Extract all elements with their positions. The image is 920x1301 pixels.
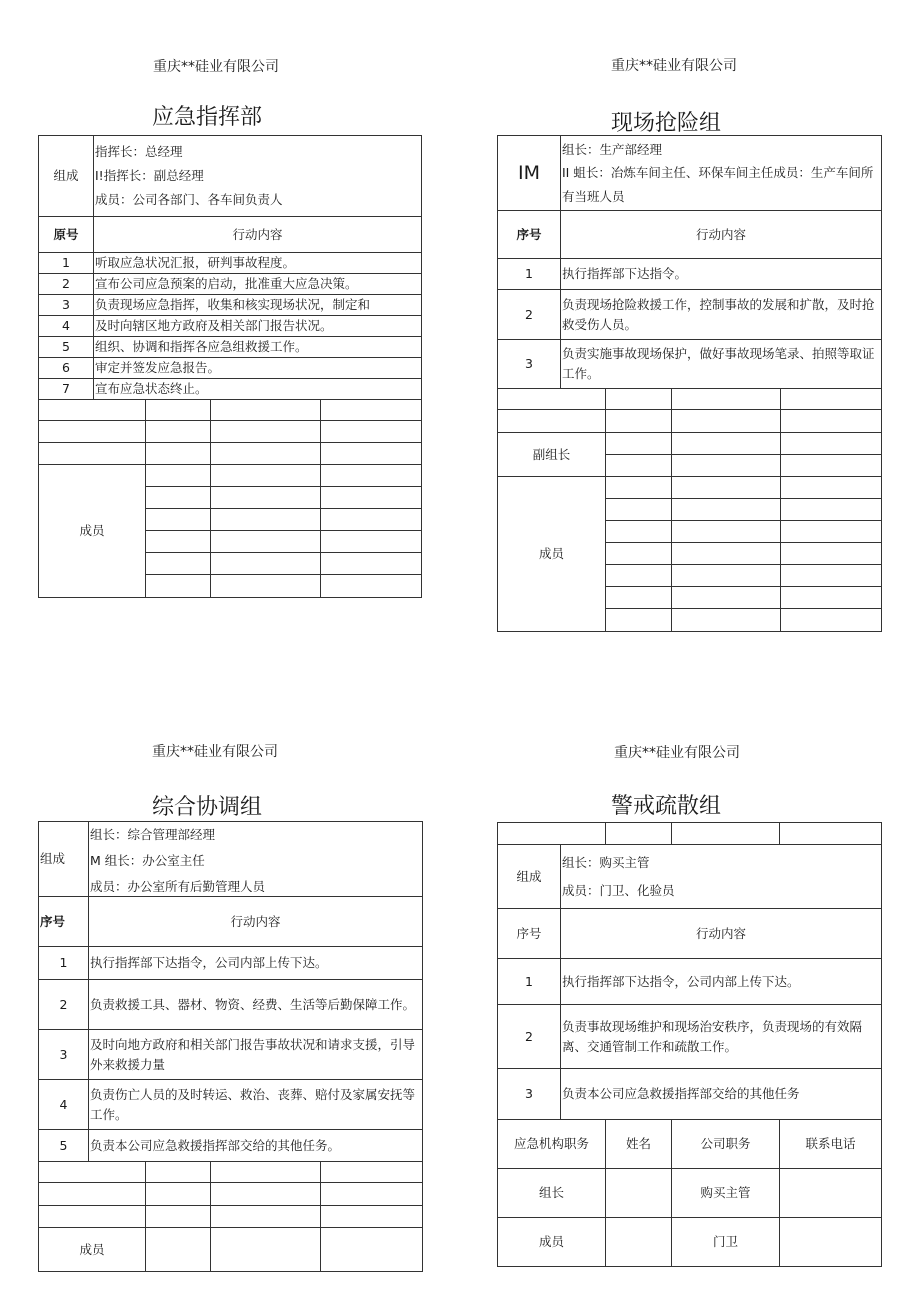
- seq-number: 2: [498, 1005, 561, 1069]
- empty-cell: [672, 499, 781, 521]
- composition-cell: [89, 822, 423, 897]
- empty-cell: [606, 433, 672, 455]
- composition-line: 组长：综合管理部经理: [90, 827, 216, 842]
- empty-cell: [211, 400, 321, 421]
- empty-cell: [211, 1228, 321, 1272]
- seq-number: 1: [498, 259, 561, 290]
- roster-job: 门卫: [672, 1218, 780, 1267]
- roster-header-job: 公司职务: [672, 1120, 780, 1169]
- empty-cell: [781, 587, 882, 609]
- empty-cell: [146, 465, 211, 487]
- empty-cell: [781, 499, 882, 521]
- empty-cell: [321, 553, 422, 575]
- roster-name: [606, 1169, 672, 1218]
- empty-cell: [781, 521, 882, 543]
- deputy-label: 副组长: [498, 433, 606, 477]
- company-name: 重庆**硅业有限公司: [611, 58, 737, 74]
- empty-cell: [146, 1162, 211, 1183]
- action-text: 听取应急状况汇报，研判事故程度。: [94, 253, 422, 274]
- action-text: 及时向地方政府和相关部门报告事故状况和请求支援，引导外来救援力量: [89, 1030, 423, 1080]
- empty-cell: [780, 823, 882, 845]
- empty-cell: [146, 1183, 211, 1206]
- empty-cell: [606, 477, 672, 499]
- empty-cell: [211, 443, 321, 465]
- seq-number: 3: [498, 340, 561, 389]
- empty-cell: [606, 521, 672, 543]
- empty-cell: [211, 509, 321, 531]
- empty-cell: [672, 433, 781, 455]
- empty-cell: [146, 1206, 211, 1228]
- composition-line: 成员：公司各部门、各车间负责人: [95, 192, 283, 207]
- empty-cell: [672, 389, 781, 410]
- seq-number: 1: [498, 959, 561, 1005]
- empty-cell: [672, 477, 781, 499]
- company-name: 重庆**硅业有限公司: [153, 59, 279, 75]
- empty-cell: [672, 521, 781, 543]
- empty-cell: [672, 455, 781, 477]
- evac-table: [497, 822, 882, 1267]
- roster-role: 组长: [498, 1169, 606, 1218]
- empty-cell: [146, 421, 211, 443]
- empty-cell: [146, 1228, 211, 1272]
- empty-cell: [781, 543, 882, 565]
- panel-title: 应急指挥部: [152, 105, 263, 130]
- empty-cell: [211, 1162, 321, 1183]
- seq-header: 原号: [39, 217, 94, 253]
- empty-cell: [498, 823, 606, 845]
- composition-label: 组成: [498, 845, 561, 909]
- action-header: 行动内容: [94, 217, 422, 253]
- empty-cell: [321, 1228, 423, 1272]
- empty-cell: [498, 389, 606, 410]
- composition-line: 组长：生产部经理: [562, 142, 663, 158]
- empty-cell: [321, 443, 422, 465]
- action-header: 行动内容: [561, 211, 882, 259]
- seq-number: 3: [39, 1030, 89, 1080]
- seq-number: 1: [39, 253, 94, 274]
- empty-cell: [321, 421, 422, 443]
- empty-cell: [606, 609, 672, 632]
- empty-cell: [39, 421, 146, 443]
- empty-cell: [781, 565, 882, 587]
- empty-cell: [606, 410, 672, 433]
- composition-cell: [94, 136, 422, 217]
- roster-role: 成员: [498, 1218, 606, 1267]
- empty-cell: [606, 455, 672, 477]
- empty-cell: [781, 410, 882, 433]
- composition-cell: [561, 136, 882, 211]
- empty-cell: [146, 509, 211, 531]
- composition-label: IM: [498, 136, 561, 211]
- empty-cell: [606, 499, 672, 521]
- empty-cell: [39, 1162, 146, 1183]
- empty-cell: [606, 565, 672, 587]
- empty-cell: [672, 565, 781, 587]
- empty-cell: [39, 443, 146, 465]
- empty-cell: [606, 543, 672, 565]
- action-text: 及时向辖区地方政府及相关部门报告状况。: [94, 316, 422, 337]
- empty-cell: [321, 465, 422, 487]
- empty-cell: [211, 421, 321, 443]
- seq-number: 4: [39, 316, 94, 337]
- seq-number: 3: [39, 295, 94, 316]
- empty-cell: [672, 410, 781, 433]
- action-text: 负责现场应急指挥，收集和核实现场状况，制定和: [94, 295, 422, 316]
- empty-cell: [321, 1183, 423, 1206]
- empty-cell: [211, 1183, 321, 1206]
- composition-cell: [561, 845, 882, 909]
- rescue-table: [497, 135, 882, 632]
- action-text: 审定并签发应急报告。: [94, 358, 422, 379]
- empty-cell: [211, 465, 321, 487]
- seq-number: 2: [39, 274, 94, 295]
- action-text: 负责伤亡人员的及时转运、救治、丧葬、赔付及家属安抚等工作。: [89, 1080, 423, 1130]
- action-text: 执行指挥部下达指令。: [561, 259, 882, 290]
- empty-cell: [211, 1206, 321, 1228]
- composition-line: 成员：门卫、化验员: [562, 882, 675, 898]
- composition-label: 组成: [39, 136, 94, 217]
- panel-title: 现场抢险组: [611, 111, 722, 136]
- action-text: 负责现场抢险救援工作，控制事故的发展和扩散，及时抢救受伤人员。: [561, 290, 882, 340]
- roster-header-name: 姓名: [606, 1120, 672, 1169]
- empty-cell: [781, 609, 882, 632]
- empty-cell: [781, 455, 882, 477]
- empty-cell: [146, 575, 211, 598]
- composition-line: I!指挥长：副总经理: [95, 168, 204, 183]
- action-text: 组织、协调和指挥各应急组救援工作。: [94, 337, 422, 358]
- action-header: 行动内容: [89, 897, 423, 947]
- composition-line: M 组长：办公室主任: [90, 853, 205, 868]
- composition-line: II 蛆长：冶炼车间主任、环保车间主任成员：生产车间所有当班人员: [562, 165, 874, 204]
- empty-cell: [321, 400, 422, 421]
- roster-header-role: 应急机构职务: [498, 1120, 606, 1169]
- roster-name: [606, 1218, 672, 1267]
- empty-cell: [781, 389, 882, 410]
- empty-cell: [672, 823, 780, 845]
- empty-cell: [146, 443, 211, 465]
- seq-number: 5: [39, 337, 94, 358]
- seq-number: 3: [498, 1069, 561, 1120]
- empty-cell: [146, 487, 211, 509]
- empty-cell: [781, 477, 882, 499]
- coord-table: [38, 821, 423, 1272]
- seq-number: 6: [39, 358, 94, 379]
- empty-cell: [146, 553, 211, 575]
- roster-phone: [780, 1218, 882, 1267]
- action-text: 负责本公司应急救援指挥部交给的其他任务。: [89, 1130, 423, 1162]
- empty-cell: [211, 553, 321, 575]
- seq-number: 7: [39, 379, 94, 400]
- action-text: 负责本公司应急救援指挥部交给的其他任务: [561, 1069, 882, 1120]
- composition-line: 成员：办公室所有后勤管理人员: [90, 879, 266, 892]
- action-text: 宣布应急状态终止。: [94, 379, 422, 400]
- empty-cell: [321, 487, 422, 509]
- composition-label: 组成: [39, 822, 89, 897]
- empty-cell: [321, 1162, 423, 1183]
- action-text: 执行指挥部下达指令，公司内部上传下达。: [89, 947, 423, 980]
- action-text: 宣布公司应急预案的启动，批准重大应急决策。: [94, 274, 422, 295]
- panel-title: 警戒疏散组: [611, 794, 722, 819]
- panel-title: 综合协调组: [152, 795, 263, 820]
- roster-phone: [780, 1169, 882, 1218]
- empty-cell: [146, 531, 211, 553]
- empty-cell: [672, 543, 781, 565]
- seq-number: 4: [39, 1080, 89, 1130]
- action-text: 执行指挥部下达指令，公司内部上传下达。: [561, 959, 882, 1005]
- empty-cell: [39, 1206, 146, 1228]
- empty-cell: [781, 433, 882, 455]
- empty-cell: [321, 531, 422, 553]
- action-text: 负责救援工具、器材、物资、经费、生活等后勤保障工作。: [89, 980, 423, 1030]
- seq-header: 序号: [498, 909, 561, 959]
- action-text: 负责事故现场维护和现场治安秩序，负责现场的有效隔离、交通管制工作和疏散工作。: [561, 1005, 882, 1069]
- empty-cell: [321, 575, 422, 598]
- seq-header: 序号: [39, 897, 89, 947]
- roster-job: 购买主管: [672, 1169, 780, 1218]
- seq-number: 2: [498, 290, 561, 340]
- company-name: 重庆**硅业有限公司: [614, 745, 740, 761]
- empty-cell: [211, 575, 321, 598]
- member-label: 成员: [39, 1228, 146, 1272]
- composition-line: 组长：购买主管: [562, 854, 650, 870]
- empty-cell: [606, 389, 672, 410]
- action-text: 负责实施事故现场保护，做好事故现场笔录、拍照等取证工作。: [561, 340, 882, 389]
- roster-header-phone: 联系电话: [780, 1120, 882, 1169]
- empty-cell: [39, 400, 146, 421]
- empty-cell: [498, 410, 606, 433]
- seq-header: 序号: [498, 211, 561, 259]
- composition-line: 指挥长：总经理: [95, 144, 183, 159]
- empty-cell: [39, 1183, 146, 1206]
- empty-cell: [321, 509, 422, 531]
- seq-number: 5: [39, 1130, 89, 1162]
- seq-number: 1: [39, 947, 89, 980]
- action-header: 行动内容: [561, 909, 882, 959]
- command-table: [38, 135, 422, 598]
- empty-cell: [211, 531, 321, 553]
- seq-number: 2: [39, 980, 89, 1030]
- empty-cell: [211, 487, 321, 509]
- member-label: 成员: [498, 477, 606, 632]
- empty-cell: [606, 587, 672, 609]
- empty-cell: [672, 587, 781, 609]
- member-label: 成员: [39, 465, 146, 598]
- empty-cell: [146, 400, 211, 421]
- empty-cell: [321, 1206, 423, 1228]
- empty-cell: [672, 609, 781, 632]
- company-name: 重庆**硅业有限公司: [152, 744, 278, 760]
- empty-cell: [606, 823, 672, 845]
